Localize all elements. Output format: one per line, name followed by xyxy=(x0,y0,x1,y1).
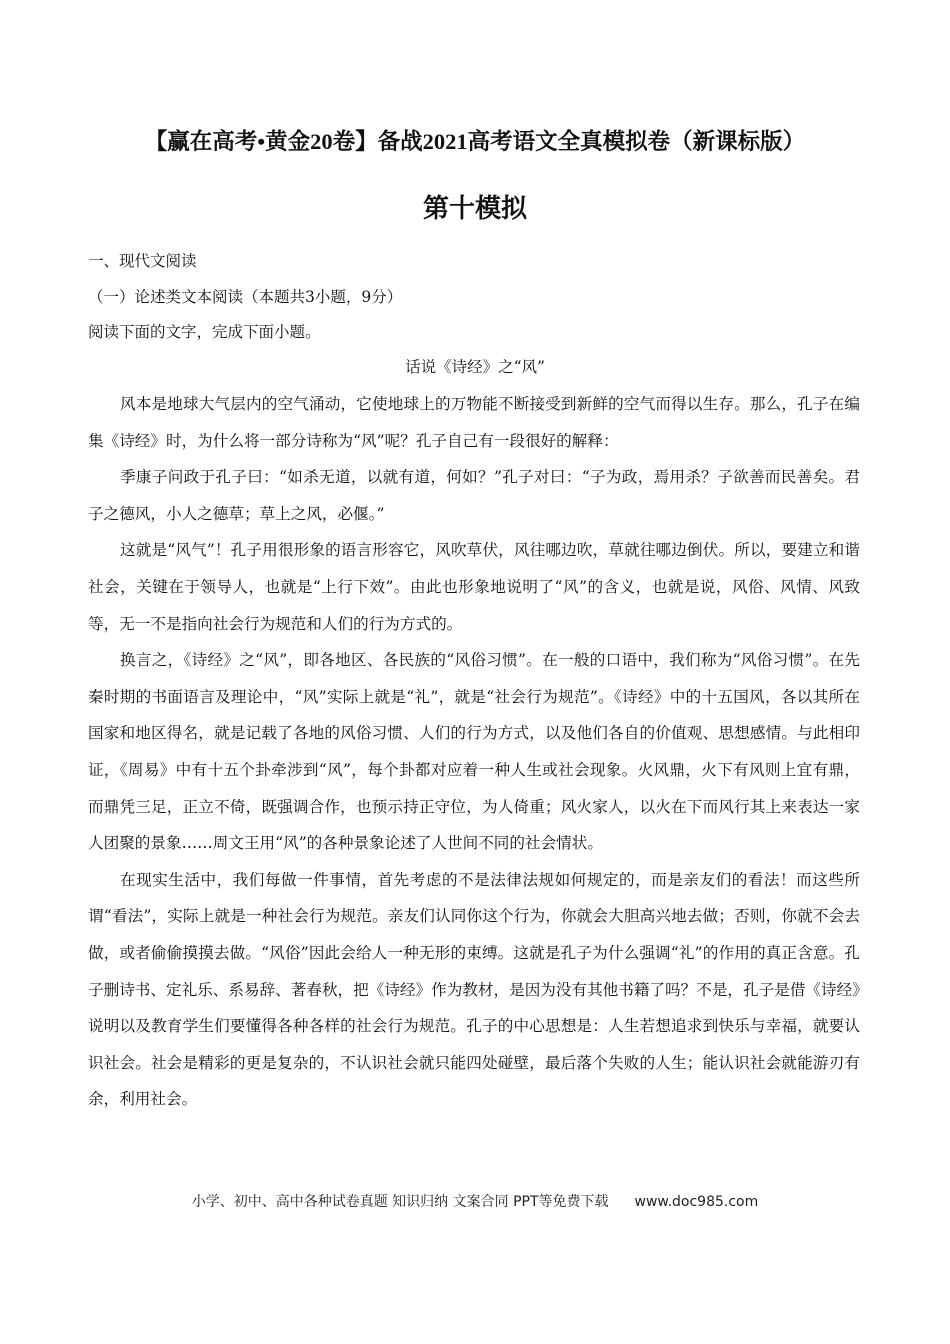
essay-paragraph-3: 这就是“风气”！孔子用很形象的语言形容它，风吹草伏，风往哪边吹，草就往哪边倒伏。所以，要建立和谐社会，关键在于领导人，也就是“上行下效”。由此也形象地说明了“风”的含义，也就是说，风俗、风情、风致等，无一不是指向社会行为规范和人们的行为方式的。 xyxy=(88,541,860,633)
document-header-title: 【赢在高考•黄金20卷】备战2021高考语文全真模拟卷（新课标版） xyxy=(144,129,806,154)
essay-body xyxy=(88,386,860,1118)
essay-paragraph-4: 换言之，《诗经》之“风”，即各地区、各民族的“风俗习惯”。在一般的口语中，我们称为“风俗习惯”。在先秦时期的书面语言及理论中，“风”实际上就是“礼”，就是“社会行为规范”。《诗经》中的十五国风，各以其所在国家和地区得名，就是记载了各地的风俗习惯、人们的行为方式，以及他们各自的价值观、思想感情。与此相印证，《周易》中有十五个卦牵涉到“风”，每个卦都对应着一种人生或社会现象。火风鼎，火下有风则上宜有鼎，而鼎凭三足，正立不倚，既强调合作，也预示持正守位，为人倚重；风火家人，以火在下而风行其上来表达一家人团聚的景象……周文王用“风”的各种景象论述了人世间不同的社会情状。 xyxy=(88,651,860,853)
page-footer xyxy=(0,1191,950,1211)
essay-paragraph-2: 季康子问政于孔子曰：“如杀无道，以就有道，何如？”孔子对曰：“子为政，焉用杀？子欲善而民善矣。君子之德风，小人之德草；草上之风，必偃。” xyxy=(88,468,860,523)
essay-paragraph-5: 在现实生活中，我们每做一件事情，首先考虑的不是法律法规如何规定的，而是亲友们的看法！而这些所谓“看法”，实际上就是一种社会行为规范。亲友们认同你这个行为，你就会大胆高兴地去做；否则，你就不会去做，或者偷偷摸摸去做。“风俗”因此会给人一种无形的束缚。这就是孔子为什么强调“礼”的作用的真正含意。孔子删诗书、定礼乐、系易辞、著春秋，把《诗经》作为教材，是因为没有其他书籍了吗？不是，孔子是借《诗经》说明以及教育学生们要懂得各种各样的社会行为规范。孔子的中心思想是：人生若想追求到快乐与幸福，就要认识社会。社会是精彩的更是复杂的，不认识社会就只能四处碰壁，最后落个失败的人生；能认识社会就能游刃有余，利用社会。 xyxy=(88,870,860,1109)
essay-title: 话说《诗经》之“风” xyxy=(405,358,545,376)
essay-paragraph-1: 风本是地球大气层内的空气涌动，它使地球上的万物能不断接受到新鲜的空气而得以生存。那么，孔子在编集《诗经》时，为什么将一部分诗称为“风”呢？孔子自己有一段很好的解释： xyxy=(88,395,860,450)
document-subtitle: 第十模拟 xyxy=(422,194,527,224)
reading-instruction: 阅读下面的文字，完成下面小题。 xyxy=(88,323,321,341)
section-subheading: （一）论述类文本阅读（本题共3小题，9分） xyxy=(88,288,403,306)
footer-text: 小学、初中、高中各种试卷真题 知识归纳 文案合同 PPT等免费下载 xyxy=(191,1194,609,1210)
footer-url[interactable]: www.doc985.com xyxy=(634,1194,759,1210)
section-heading: 一、现代文阅读 xyxy=(88,252,197,270)
